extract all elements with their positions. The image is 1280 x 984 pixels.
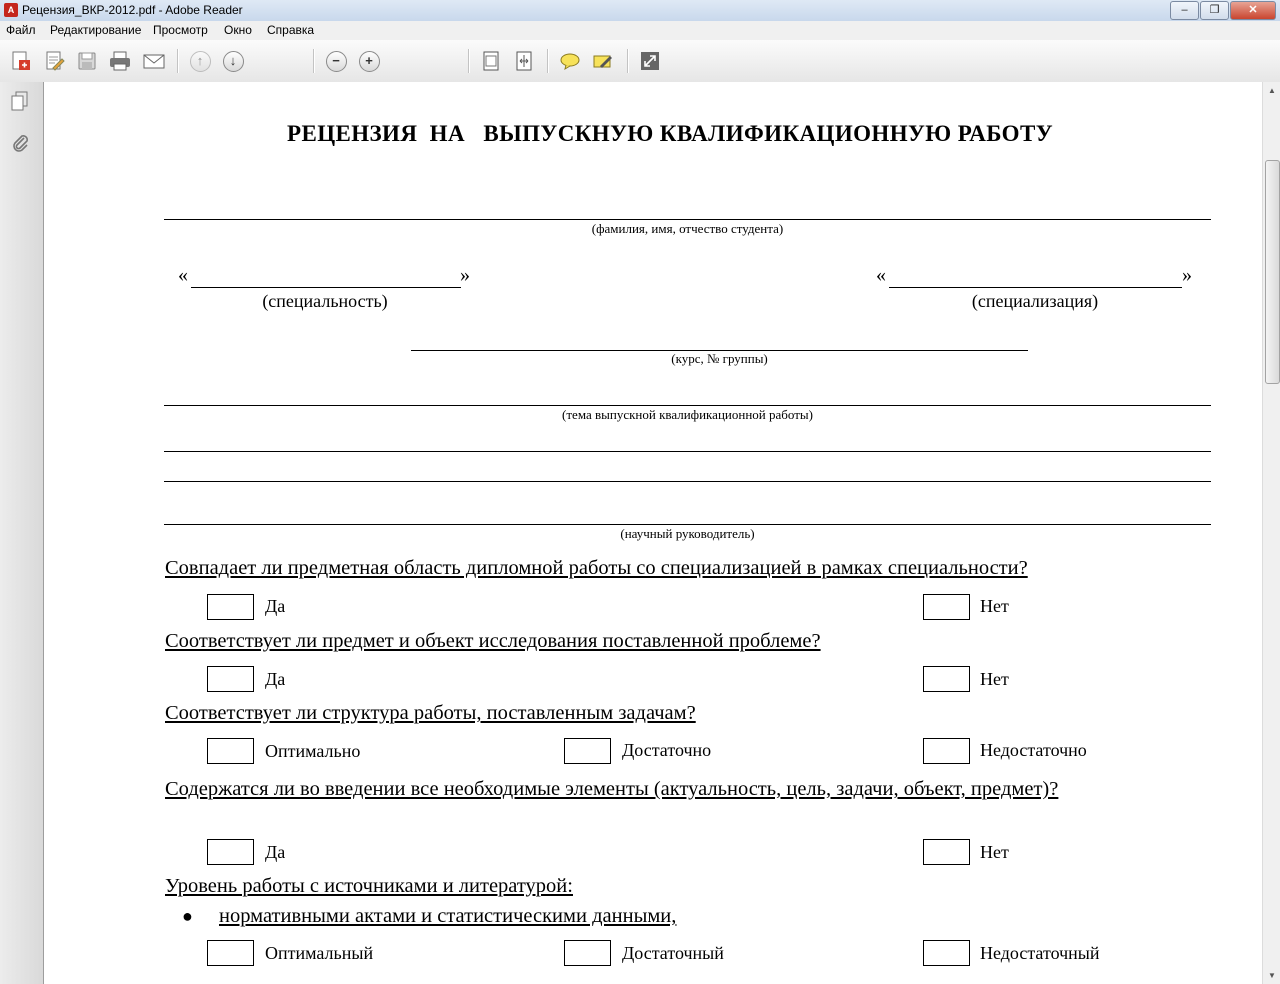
- checkbox-q3-enough[interactable]: [564, 738, 611, 764]
- print-icon[interactable]: [108, 50, 132, 72]
- title-bar: [0, 0, 1280, 22]
- scroll-down-icon[interactable]: ▼: [1268, 971, 1276, 980]
- separator: [313, 49, 315, 73]
- window-title: Рецензия_ВКР-2012.pdf - Adobe Reader: [22, 3, 243, 17]
- scrollbar-thumb[interactable]: [1265, 160, 1280, 384]
- highlight-icon[interactable]: [591, 50, 615, 72]
- vertical-scrollbar[interactable]: [1262, 82, 1280, 984]
- specialty-line: [191, 287, 461, 288]
- option-label: Да: [265, 669, 286, 689]
- supervisor-line: [164, 524, 1211, 525]
- checkbox-q4-yes[interactable]: [207, 839, 254, 865]
- zoom-in-icon[interactable]: +: [357, 50, 381, 72]
- topic-line-3: [164, 481, 1211, 482]
- topic-line: [164, 405, 1211, 406]
- option-label: Оптимально: [265, 741, 361, 761]
- zoom-out-icon[interactable]: −: [324, 50, 348, 72]
- separator: [177, 49, 179, 73]
- quote-open: «: [178, 264, 188, 286]
- checkbox-q3-insufficient[interactable]: [923, 738, 970, 764]
- caption-specialty: (специальность): [262, 291, 388, 311]
- specialization-line: [889, 287, 1182, 288]
- checkbox-q2-no[interactable]: [923, 666, 970, 692]
- fit-width-icon[interactable]: [512, 50, 536, 72]
- quote-close: »: [1182, 264, 1192, 286]
- checkbox-q2-yes[interactable]: [207, 666, 254, 692]
- next-page-icon[interactable]: ↓: [221, 50, 245, 72]
- option-label: Недостаточный: [980, 943, 1100, 963]
- caption-course: (курс, № группы): [671, 351, 768, 366]
- pdf-icon: A: [4, 3, 18, 17]
- bullet-icon: ●: [182, 906, 193, 926]
- expand-icon[interactable]: [638, 50, 662, 72]
- separator: [547, 49, 549, 73]
- quote-open: «: [876, 264, 886, 286]
- question-5: Уровень работы с источниками и литературой:: [165, 875, 573, 897]
- checkbox-q4-no[interactable]: [923, 839, 970, 865]
- question-2: Соответствует ли предмет и объект исследования поставленной проблеме?: [165, 630, 821, 652]
- checkbox-q1-no[interactable]: [923, 594, 970, 620]
- checkbox-q5-insufficient[interactable]: [923, 940, 970, 966]
- caption-specialization: (специализация): [971, 291, 1099, 311]
- topic-line-2: [164, 451, 1211, 452]
- checkbox-q1-yes[interactable]: [207, 594, 254, 620]
- option-label: Да: [265, 842, 286, 862]
- question-3: Соответствует ли структура работы, поставленным задачам?: [165, 702, 696, 724]
- page-thumbnails-icon[interactable]: [10, 90, 30, 112]
- caption-topic: (тема выпускной квалификационной работы): [562, 407, 813, 422]
- student-name-line: [164, 219, 1211, 220]
- checkbox-q5-optimal[interactable]: [207, 940, 254, 966]
- option-label: Нет: [980, 669, 1009, 689]
- menu-file[interactable]: Файл: [6, 23, 36, 37]
- navigation-panel: [0, 82, 44, 984]
- question-4: Содержатся ли во введении все необходимые элементы (актуальность, цель, задачи, объект, предмет)?: [165, 778, 1059, 800]
- menu-view[interactable]: Просмотр: [153, 23, 208, 37]
- fit-page-icon[interactable]: [479, 50, 503, 72]
- edit-document-icon[interactable]: [42, 50, 66, 72]
- option-label: Оптимальный: [265, 943, 374, 963]
- create-pdf-icon[interactable]: [9, 50, 33, 72]
- menu-bar: [0, 21, 1280, 41]
- comment-icon[interactable]: [558, 50, 582, 72]
- bullet-item-1: нормативными актами и статистическими данными,: [219, 905, 677, 927]
- attachments-icon[interactable]: [10, 132, 30, 154]
- toolbar: [0, 40, 1280, 83]
- window-controls: [1170, 1, 1276, 19]
- checkbox-q5-enough[interactable]: [564, 940, 611, 966]
- document-title: РЕЦЕНЗИЯ НА ВЫПУСКНУЮ КВАЛИФИКАЦИОННУЮ РАБОТУ: [287, 121, 1053, 146]
- option-label: Нет: [980, 596, 1009, 616]
- option-label: Нет: [980, 842, 1009, 862]
- restore-icon[interactable]: ❐: [1200, 1, 1229, 20]
- menu-help[interactable]: Справка: [267, 23, 315, 37]
- option-label: Достаточный: [622, 943, 724, 963]
- scroll-up-icon[interactable]: ▲: [1268, 86, 1276, 95]
- caption-supervisor: (научный руководитель): [620, 526, 755, 541]
- minimize-icon[interactable]: ‒: [1170, 1, 1199, 20]
- caption-student: (фамилия, имя, отчество студента): [591, 221, 784, 236]
- separator: [627, 49, 629, 73]
- save-icon[interactable]: [75, 50, 99, 72]
- question-1: Совпадает ли предметная область дипломной работы со специализацией в рамках специальности?: [165, 557, 1028, 579]
- prev-page-icon[interactable]: ↑: [188, 50, 212, 72]
- separator: [468, 49, 470, 73]
- menu-window[interactable]: Окно: [224, 23, 252, 37]
- option-label: Достаточно: [622, 740, 712, 760]
- checkbox-q3-optimal[interactable]: [207, 738, 254, 764]
- option-label: Да: [265, 596, 286, 616]
- quote-close: »: [460, 264, 470, 286]
- option-label: Недостаточно: [980, 740, 1087, 760]
- close-icon[interactable]: ✕: [1230, 1, 1276, 20]
- menu-edit[interactable]: Редактирование: [50, 23, 142, 37]
- email-icon[interactable]: [142, 50, 166, 72]
